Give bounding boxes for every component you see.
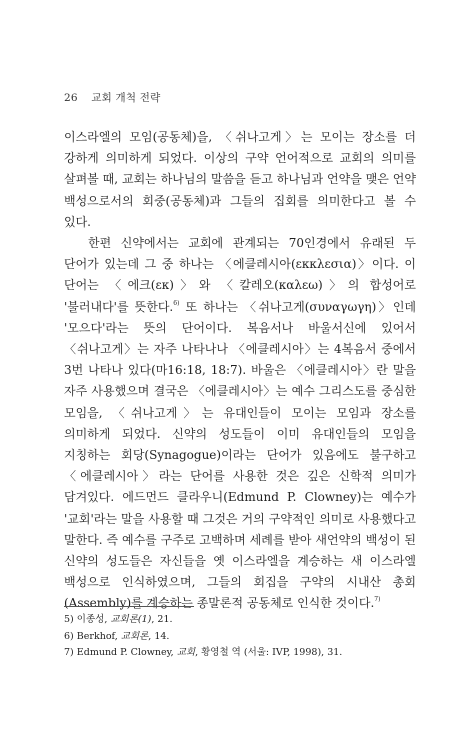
running-header [64, 90, 160, 105]
page-number: 26 [64, 92, 78, 104]
footnote-number: 7) [64, 647, 74, 658]
footnote-author: Berkhof, [76, 630, 121, 642]
footnote-author: Edmund P. Clowney, [76, 647, 177, 658]
paragraph-2 [64, 233, 416, 615]
footnote-detail: , 21. [151, 614, 173, 625]
footnote-number: 6) [64, 630, 74, 642]
footnote-author: 이종성, [76, 614, 111, 625]
footnote-book-title: 교회 [176, 647, 196, 658]
footnote-divider [64, 606, 194, 607]
footnote-number: 5) [64, 614, 74, 625]
footnotes [64, 612, 424, 662]
footnote-5 [64, 612, 424, 629]
paragraph-text: 또 하나는 〈쉬나고게(συναγωγη)〉인데 '모으다'라는 뜻의 단어이다. 복음서나 바울서신에 있어서 〈쉬나고게〉는 자주 나타나나 〈에클레시아〉는 4복음서 중에서 3번 나타나 있다(마16:18, 18:7). 바울은 〈에클레시아〉란 말을 자주 사용했으며 결국은 〈에클레시아〉는 예수 그리스도를 중심한 모임을, 〈쉬나고게〉는 유대인들이 모이는 모임과 장소를 의미하게 되었다. 신약의 성도들이 이미 유대인들의 모임을 지칭하는 회당(Synagogue)이라는 단어가 있음에도 불구하고 〈에클레시아〉라는 단어를 사용한 것은 깊은 신학적 의미가 담겨있다. 에드먼드 클라우니(Edmund P. Clowney)는 예수가 '교회'라는 말을 사용할 때 그것은 거의 구약적인 의미로 사용했다고 말한다. 즉 예수를 구주로 고백하며 세례를 받아 새언약의 백성이 된 신약의 성도들은 자신들을 옛 이스라엘을 계승하는 새 이스라엘 백성으로 인식하였으며, 그들의 회집을 구약의 시내산 총회(Assembly)를 계승하는 종말론적 공동체로 인식한 것이다. [64, 299, 417, 611]
footnote-detail: , 황영철 역 (서울: IVP, 1998), 31. [195, 647, 343, 658]
paragraph-text: 한편 신약에서는 교회에 관계되는 70인경에서 유래된 두 단어가 있는데 그 중 하나는 〈에클레시아(εκκλεσια)〉이다. 이 단어는 〈에크(εκ)〉와 〈칼레오(καλεω)〉의 합성어로 '불러내다'를 뜻한다. [64, 236, 416, 314]
paragraph-1 [64, 127, 416, 233]
running-title: 교회 개척 전략 [91, 92, 161, 104]
footnote-detail: , 14. [148, 630, 170, 642]
footnote-marker-6[interactable]: 6) [173, 299, 180, 307]
footnote-book-title: 교회론(1) [110, 614, 152, 625]
footnote-7 [64, 645, 424, 662]
footnote-6 [64, 629, 424, 646]
body-text [64, 127, 416, 615]
footnote-book-title: 교회론 [120, 630, 149, 642]
paragraph-text: 이스라엘의 모임(공동체)을, 〈쉬나고게〉는 모이는 장소를 더 강하게 의미하게 되었다. 이상의 구약 언어적으로 교회의 의미를 살펴볼 때, 교회는 하나님의 말씀을 듣고 하나님과 언약을 맺은 언약 백성으로서의 회중(공동체)과 그들의 집회를 의미한다고 볼 수 있다. [64, 130, 416, 229]
footnote-marker-7[interactable]: 7) [374, 596, 381, 604]
